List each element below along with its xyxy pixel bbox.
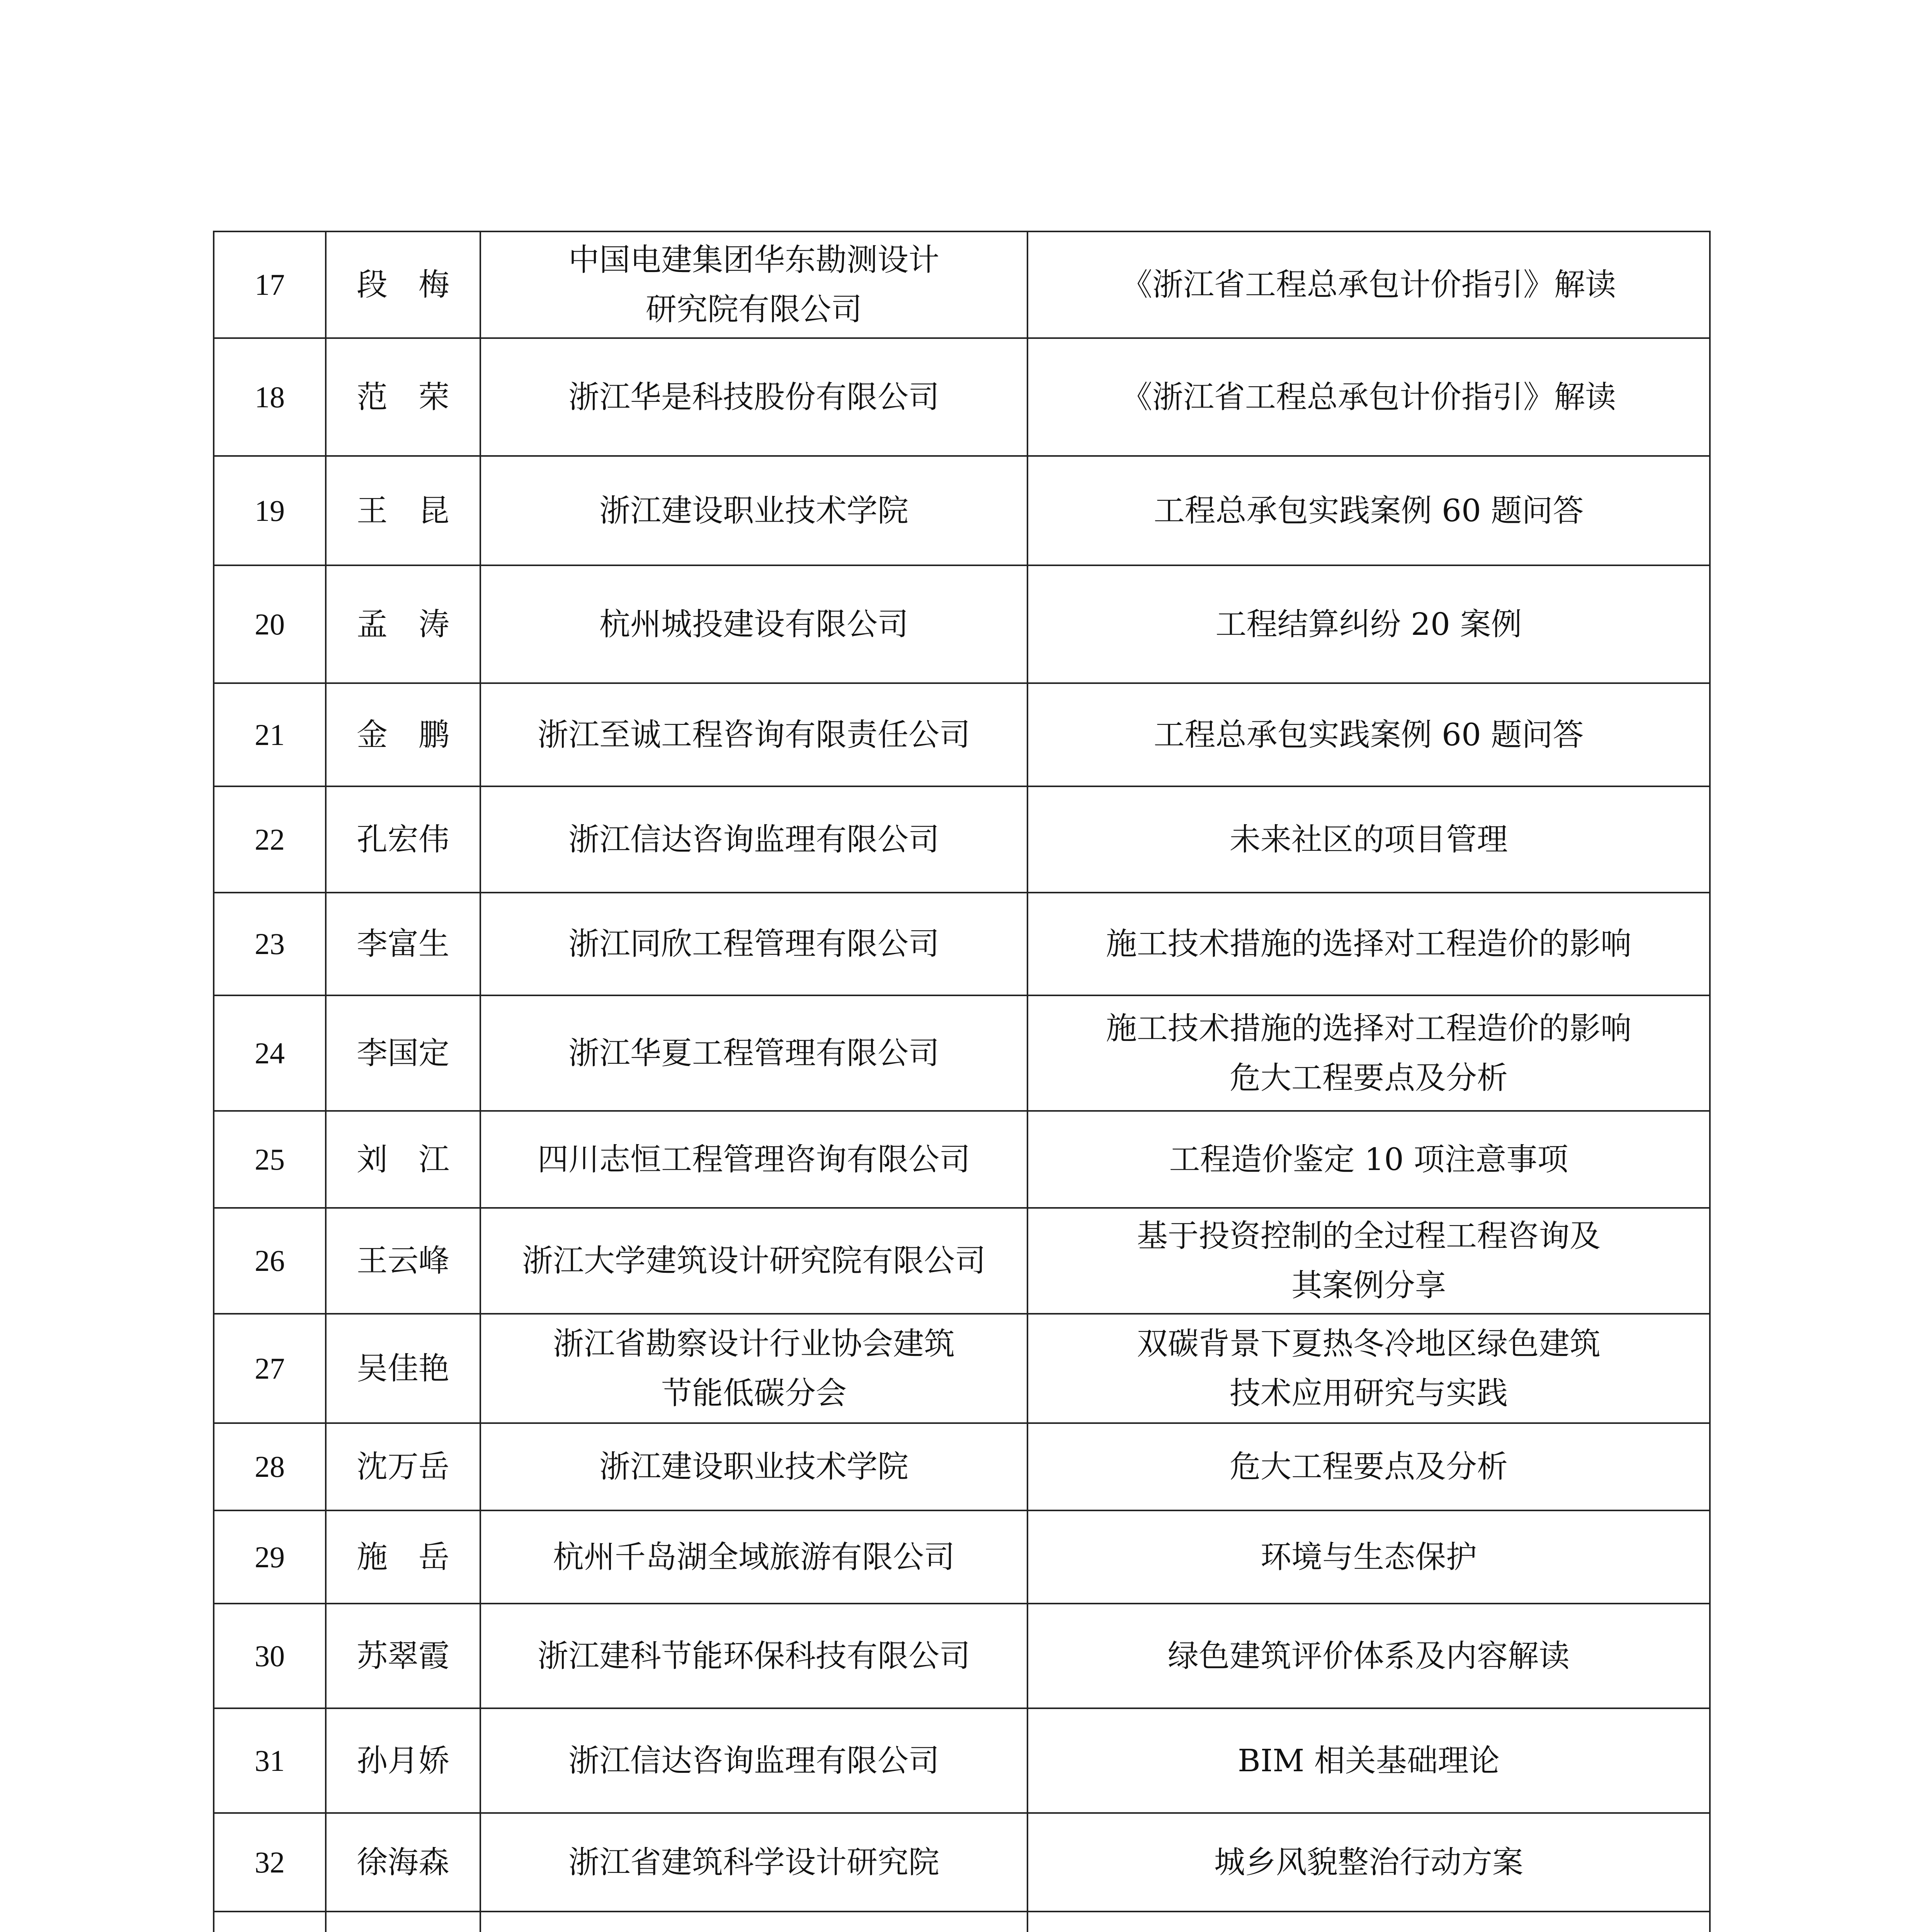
lecture-topic-cell — [1027, 1813, 1710, 1912]
organization-line: 浙江建设职业技术学院 — [599, 1449, 908, 1485]
table-row — [214, 1208, 1710, 1314]
organization-line: 浙江信达咨询监理有限公司 — [568, 821, 939, 857]
table-row — [214, 565, 1710, 683]
row-number-cell: 22 — [214, 786, 326, 893]
table-row — [214, 893, 1710, 995]
row-number-cell: 28 — [214, 1423, 326, 1510]
lecture-topic-line: 技术应用研究与实践 — [1230, 1375, 1508, 1411]
lecture-topic-line: 城乡风貌整治行动方案 — [1214, 1844, 1523, 1880]
table-row — [214, 786, 1710, 893]
lecture-topic-cell — [1027, 1510, 1710, 1604]
organization-line: 杭州城投建设有限公司 — [599, 606, 908, 642]
person-name-cell: 范 荣 — [326, 338, 480, 456]
row-number-cell: 29 — [214, 1510, 326, 1604]
person-name-cell — [326, 1912, 480, 1932]
organization-line: 节能低碳分会 — [661, 1375, 847, 1411]
row-number-cell: 27 — [214, 1314, 326, 1423]
row-number-cell — [214, 1912, 326, 1932]
person-name-cell: 苏翠霞 — [326, 1604, 480, 1708]
organization-line: 浙江建科节能环保科技有限公司 — [538, 1638, 970, 1674]
organization-line: 杭州千岛湖全域旅游有限公司 — [553, 1539, 955, 1575]
lecture-topic-cell — [1027, 1423, 1710, 1510]
person-name-cell: 王 昆 — [326, 456, 480, 565]
lecture-topic-cell — [1027, 1314, 1710, 1423]
row-number-cell: 24 — [214, 995, 326, 1111]
row-number-cell: 23 — [214, 893, 326, 995]
person-name-cell: 李国定 — [326, 995, 480, 1111]
lecture-topic-line: 环境与生态保护 — [1260, 1539, 1477, 1575]
person-name-cell: 李富生 — [326, 893, 480, 995]
person-name-cell: 孔宏伟 — [326, 786, 480, 893]
lecture-topic-line: 绿色建筑评价体系及内容解读 — [1168, 1638, 1570, 1674]
lecture-topic-cell — [1027, 1208, 1710, 1314]
organization-line: 浙江大学建筑设计研究院有限公司 — [522, 1243, 986, 1279]
organization-line: 浙江华夏工程管理有限公司 — [568, 1035, 939, 1071]
row-number-cell: 25 — [214, 1111, 326, 1208]
lecture-topic-cell — [1027, 1111, 1710, 1208]
person-name-cell: 刘 江 — [326, 1111, 480, 1208]
table-row — [214, 1708, 1710, 1813]
organization-cell — [480, 893, 1027, 995]
person-name-cell: 沈万岳 — [326, 1423, 480, 1510]
organization-line: 中国电建集团华东勘测设计 — [568, 242, 939, 278]
organization-cell — [480, 1314, 1027, 1423]
table-row — [214, 1423, 1710, 1510]
organization-line: 浙江华是科技股份有限公司 — [568, 379, 939, 415]
organization-line: 四川志恒工程管理咨询有限公司 — [538, 1141, 970, 1177]
organization-cell — [480, 1708, 1027, 1813]
row-number-cell: 30 — [214, 1604, 326, 1708]
organization-line: 浙江同欣工程管理有限公司 — [568, 926, 939, 962]
table-row — [214, 1111, 1710, 1208]
row-number-cell: 20 — [214, 565, 326, 683]
organization-cell — [480, 1208, 1027, 1314]
lecture-topic-cell — [1027, 1708, 1710, 1813]
table-row — [214, 1813, 1710, 1912]
lecture-topic-cell — [1027, 786, 1710, 893]
lecture-topic-line: 未来社区的项目管理 — [1230, 821, 1508, 857]
lecture-topic-cell — [1027, 893, 1710, 995]
lecture-topic-cell — [1027, 338, 1710, 456]
lecture-topic-line: 《浙江省工程总承包计价指引》解读 — [1121, 379, 1616, 415]
row-number-cell: 17 — [214, 231, 326, 338]
person-name-cell: 孙月娇 — [326, 1708, 480, 1813]
organization-line: 浙江至诚工程咨询有限责任公司 — [538, 716, 970, 753]
organization-cell — [480, 1604, 1027, 1708]
lecture-topic-cell — [1027, 565, 1710, 683]
lecture-topic-cell — [1027, 1912, 1710, 1932]
table-row — [214, 683, 1710, 786]
table-row — [214, 231, 1710, 338]
lecture-topic-line: 双碳背景下夏热冬冷地区绿色建筑 — [1137, 1325, 1601, 1362]
organization-cell — [480, 1813, 1027, 1912]
row-number-cell: 18 — [214, 338, 326, 456]
organization-cell — [480, 683, 1027, 786]
lecture-topic-cell — [1027, 683, 1710, 786]
lecture-topic-line: 工程造价鉴定 10 项注意事项 — [1169, 1141, 1568, 1177]
lecture-topic-line: 工程总承包实践案例 60 题问答 — [1153, 492, 1584, 529]
row-number-cell: 32 — [214, 1813, 326, 1912]
organization-line: 浙江省勘察设计行业协会建筑 — [553, 1325, 955, 1362]
organization-cell — [480, 231, 1027, 338]
lecture-topic-line: BIM 相关基础理论 — [1238, 1742, 1500, 1779]
lecture-topic-line: 危大工程要点及分析 — [1230, 1060, 1508, 1096]
organization-cell — [480, 995, 1027, 1111]
organization-line: 浙江省建筑科学设计研究院 — [568, 1844, 939, 1880]
organization-cell — [480, 786, 1027, 893]
organization-line: 研究院有限公司 — [646, 291, 862, 327]
lecture-topic-line: 基于投资控制的全过程工程咨询及 — [1137, 1218, 1601, 1254]
person-name-cell: 段 梅 — [326, 231, 480, 338]
lecture-topic-cell — [1027, 231, 1710, 338]
organization-cell — [480, 1912, 1027, 1932]
organization-line: 浙江信达咨询监理有限公司 — [568, 1742, 939, 1779]
table-row — [214, 1314, 1710, 1423]
table-row — [214, 1604, 1710, 1708]
person-name-cell: 施 岳 — [326, 1510, 480, 1604]
lecture-topic-line: 《浙江省工程总承包计价指引》解读 — [1121, 267, 1616, 303]
lecture-topic-cell — [1027, 995, 1710, 1111]
organization-line: 浙江建设职业技术学院 — [599, 492, 908, 529]
row-number-cell: 26 — [214, 1208, 326, 1314]
lecture-topic-line: 工程结算纠纷 20 案例 — [1215, 606, 1522, 642]
row-number-cell: 31 — [214, 1708, 326, 1813]
organization-cell — [480, 1111, 1027, 1208]
table-row — [214, 1510, 1710, 1604]
lecture-topic-line: 施工技术措施的选择对工程造价的影响 — [1106, 1010, 1631, 1046]
lecture-topic-line: 工程总承包实践案例 60 题问答 — [1153, 716, 1584, 753]
table-row — [214, 338, 1710, 456]
lecture-topic-cell — [1027, 1604, 1710, 1708]
person-name-cell: 孟 涛 — [326, 565, 480, 683]
organization-cell — [480, 1423, 1027, 1510]
row-number-cell: 21 — [214, 683, 326, 786]
expert-roster-table — [213, 231, 1711, 1932]
table-row — [214, 995, 1710, 1111]
row-number-cell: 19 — [214, 456, 326, 565]
lecture-topic-line: 施工技术措施的选择对工程造价的影响 — [1106, 926, 1631, 962]
lecture-topic-cell — [1027, 456, 1710, 565]
table-row — [214, 456, 1710, 565]
person-name-cell: 金 鹏 — [326, 683, 480, 786]
organization-cell — [480, 338, 1027, 456]
organization-cell — [480, 565, 1027, 683]
roster-table-body — [214, 231, 1710, 1932]
person-name-cell: 徐海森 — [326, 1813, 480, 1912]
person-name-cell: 王云峰 — [326, 1208, 480, 1314]
organization-cell — [480, 1510, 1027, 1604]
table-row — [214, 1912, 1710, 1932]
lecture-topic-line: 其案例分享 — [1291, 1267, 1446, 1303]
lecture-topic-line: 危大工程要点及分析 — [1230, 1449, 1508, 1485]
organization-cell — [480, 456, 1027, 565]
person-name-cell: 吴佳艳 — [326, 1314, 480, 1423]
